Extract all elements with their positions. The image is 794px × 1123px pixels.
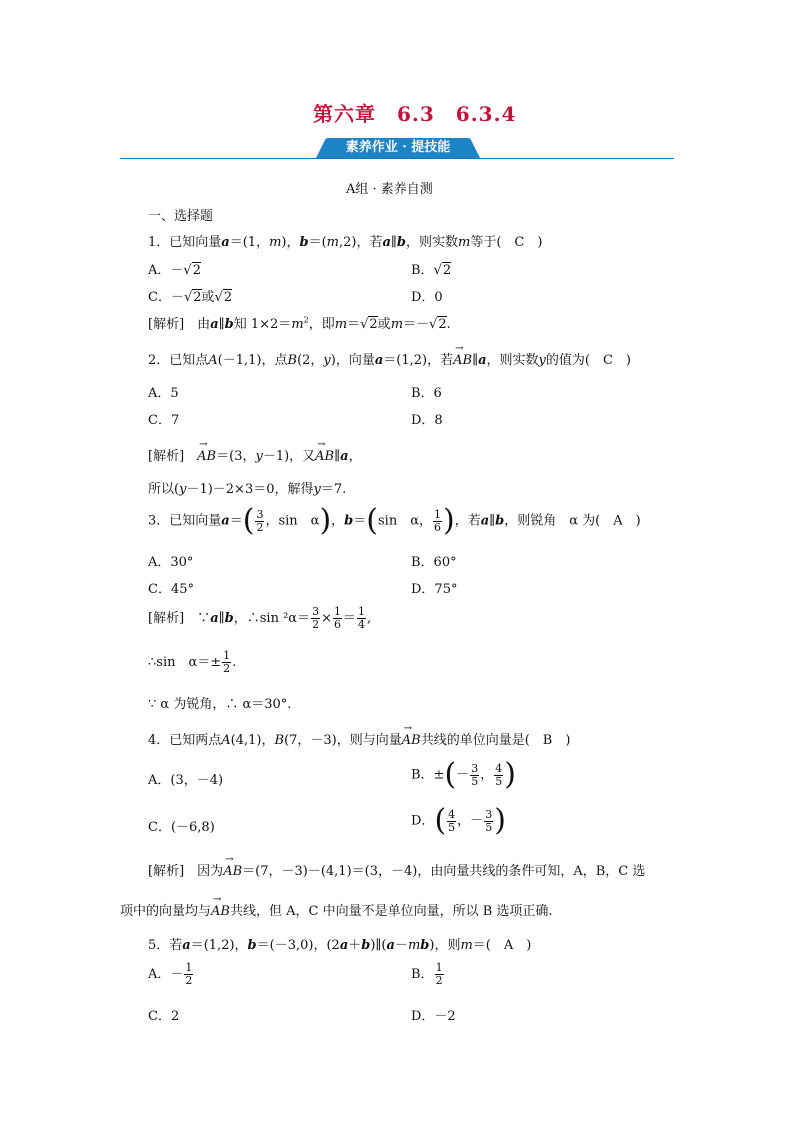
q4-option-c: C．(－6,8) <box>148 820 215 835</box>
chapter-title: 第六章 6.3 6.3.4 <box>313 102 517 126</box>
q1-stem: 1．已知向量a＝(1，m)，b＝(m,2)，若a∥b，则实数m等于( C ) <box>148 235 543 250</box>
q3-answer: A <box>613 513 623 529</box>
section-banner: 素养作业 · 提技能 <box>326 138 470 158</box>
q1-answer: C <box>514 235 525 250</box>
q4-solution-line1: [解析] 因为→ AB＝(7，－3)－(4,1)＝(3，－4)，由向量共线的条件可知，A，B，C 选 <box>148 860 645 879</box>
q2-solution-line1: [解析] → AB＝(3，y－1)，又→ AB∥a， <box>148 445 362 464</box>
q2-option-c: C．7 <box>148 413 180 428</box>
q2-stem: 2．已知点A(－1,1)，点B(2，y)，向量a＝(1,2)，若→ AB∥a，则实数y的值为( C ) <box>148 349 631 368</box>
q5-option-a: A．－ $\frac{1}{2}$ <box>148 961 193 987</box>
q5-option-c: C．2 <box>148 1009 180 1024</box>
q1-option-d: D．0 <box>411 290 443 305</box>
section-heading: 一、选择题 <box>148 209 214 224</box>
q3-solution-line1: [解析] ∵a∥b，∴sin ²α＝ $\frac{3}{2}$ × $\frac{1}{6}$ ＝ $\frac{1}{4}$ , <box>148 605 372 631</box>
q1-solution: [解析] 由a∥b知 $1\times 2=m^2$，即m＝√2或m＝－√2. <box>148 315 451 332</box>
q2-option-b: B．6 <box>411 386 442 401</box>
q1-option-a: A．－√2 <box>148 263 201 278</box>
q3-option-c: C．45° <box>148 582 194 597</box>
q3-solution-line3: ∵ α 为锐角，∴ α＝30°. <box>148 697 292 712</box>
q2-answer: C <box>602 353 613 368</box>
banner-divider <box>120 158 674 159</box>
q1-option-b: B．√2 <box>411 263 452 278</box>
q2-solution-line2: 所以(y－1)－2×3＝0，解得y＝7. <box>148 482 347 497</box>
q1-option-c: C．－√2或√2 <box>148 290 233 305</box>
q4-solution-line2: 项中的向量均与→ AB共线，但 A，C 中向量不是单位向量，所以 B 选项正确. <box>120 900 553 919</box>
q3-option-b: B．60° <box>411 555 457 570</box>
q4-option-d: D．( $\frac{4}{5}$ ，－ $\frac{3}{5}$ ) <box>411 803 506 838</box>
q4-option-a: A．(3，－4) <box>148 773 224 788</box>
q5-answer: A <box>503 938 514 953</box>
q3-option-d: D．75° <box>411 582 458 597</box>
q3-solution-line2: ∴sin α＝± $\frac{1}{2}$ . <box>148 649 237 675</box>
q3-stem: 3．已知向量a＝( $\frac{3}{2}$ ，sin α)，b＝(sin α， $\frac{1}{6}$ )，若a∥b，则锐角 α 为( A ) <box>148 503 641 538</box>
q3-option-a: A．30° <box>148 555 194 570</box>
q5-stem: 5．若a＝(1,2)，b＝(－3,0)，(2a＋b)∥(a－mb)，则m＝( A ) <box>148 938 532 953</box>
q2-option-d: D．8 <box>411 413 443 428</box>
q4-option-b: B．±(－ $\frac{3}{5}$ ， $\frac{4}{5}$ ) <box>411 757 516 792</box>
q4-answer: B <box>542 733 553 748</box>
group-heading: A组 · 素养自测 <box>346 182 433 197</box>
q2-option-a: A．5 <box>148 386 179 401</box>
q5-option-b: B． $\frac{1}{2}$ <box>411 961 443 987</box>
q4-stem: 4．已知两点A(4,1)，B(7，－3)，则与向量→ AB共线的单位向量是( B ) <box>148 729 570 748</box>
q5-option-d: D．－2 <box>411 1009 456 1024</box>
